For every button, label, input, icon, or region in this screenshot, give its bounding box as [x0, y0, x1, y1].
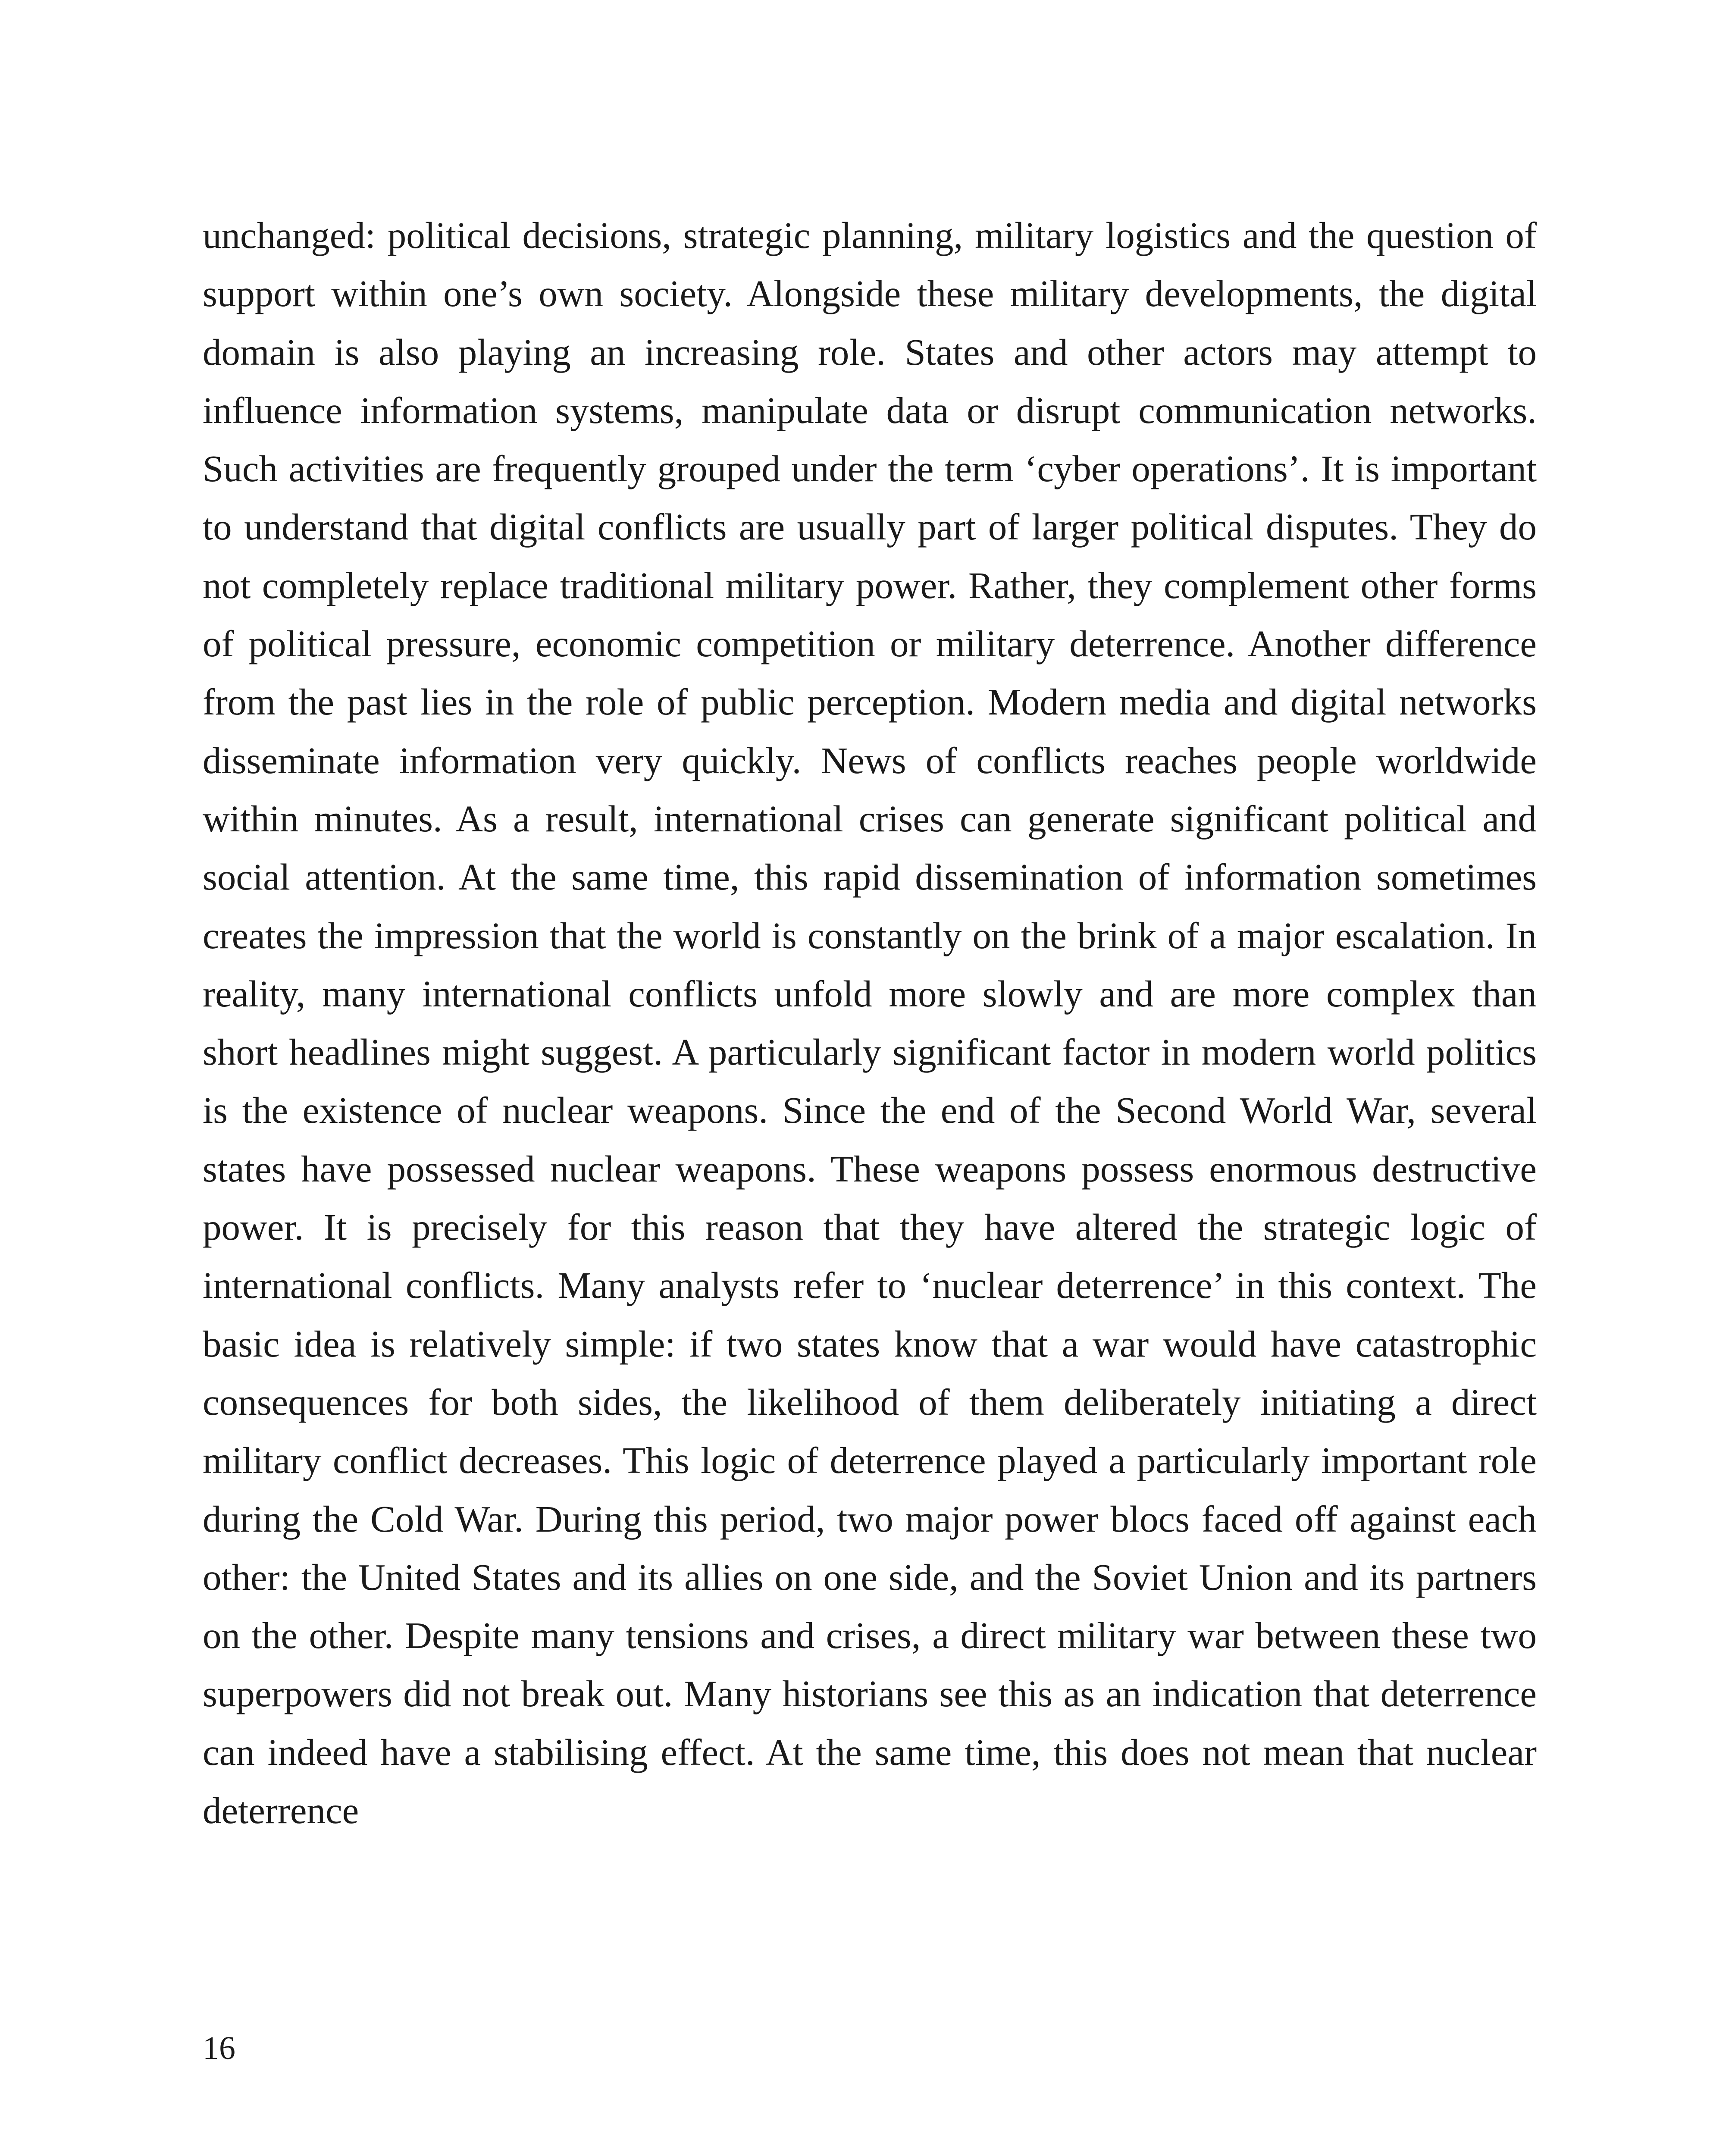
body-paragraph: unchanged: political decisions, strategic planning, military logistics and the question of support within one’s own society. Alongside these military developments, the digital domain is also playing an increasing role. States and other actors may attempt to influence information systems, manipulate data or disrupt communication networks. Such activities are frequently grouped under the term ‘cyber operations’. It is important to understand that digital conflicts are usually part of larger political disputes. They do not completely replace traditional military power. Rather, they complement other forms of political pressure, economic competition or military deterrence. Another difference from the past lies in the role of public perception. Modern media and digital networks disseminate information very quickly. News of conflicts reaches people worldwide within minutes. As a result, international crises can generate significant political and social attention. At the same time, this rapid dissemination of information sometimes creates the impression that the world is constantly on the brink of a major escalation. In reality, many international conflicts unfold more slowly and are more complex than short headlines might suggest. A particularly significant factor in modern world politics is the existence of nuclear weapons. Since the end of the Second World War, several states have possessed nuclear weapons. These weapons possess enormous destructive power. It is precisely for this reason that they have altered the strategic logic of international conflicts. Many analysts refer to ‘nuclear deterrence’ in this context. The basic idea is relatively simple: if two states know that a war would have catastrophic consequences for both sides, the likelihood of them deliberately initiating a direct military conflict decreases. This logic of deterrence played a particularly important role during the Cold War. During this period, two major power blocs faced off against each other: the United States and its allies on one side, and the Soviet Union and its partners on the other. Despite many tensions and crises, a direct military war between these two superpowers did not break out. Many historians see this as an indication that deterrence can indeed have a stabilising effect. At the same time, this does not mean that nuclear deterrence: [203, 214, 1537, 1832]
page-number: 16: [203, 2030, 235, 2066]
